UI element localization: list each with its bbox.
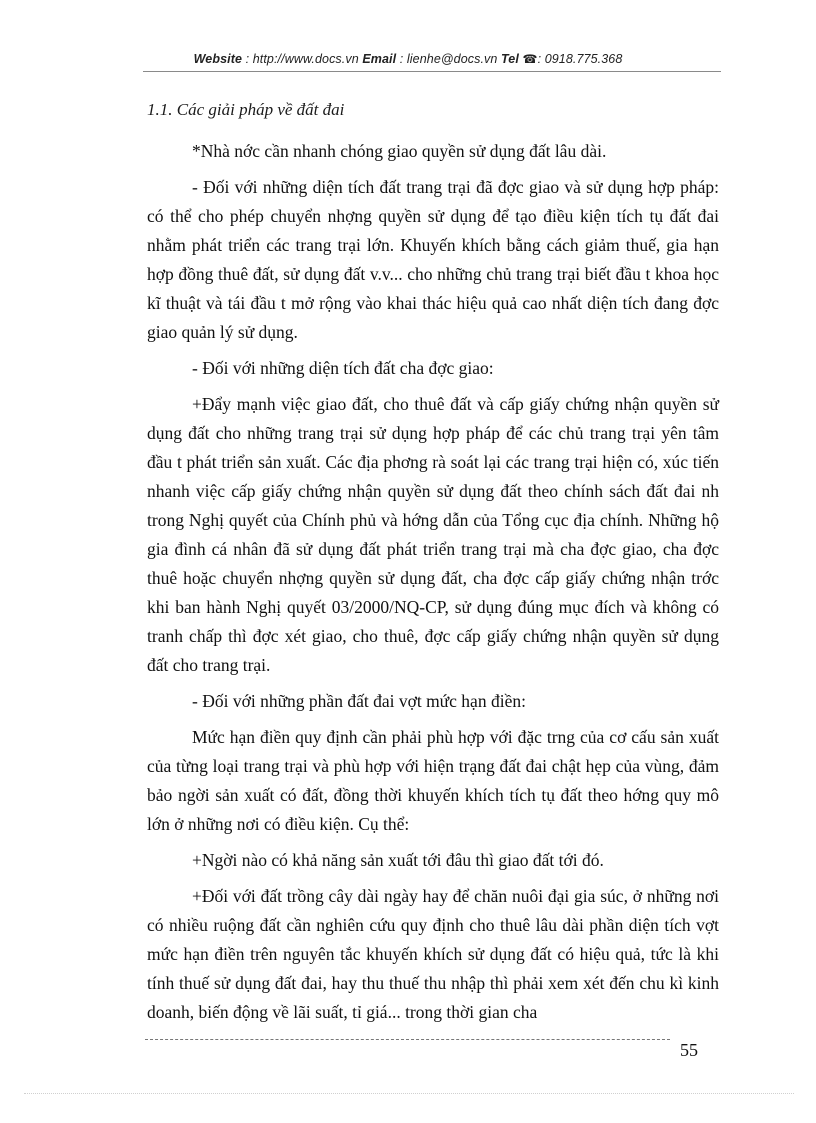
tel-number: : 0918.775.368 <box>537 52 623 66</box>
page-number: 55 <box>680 1040 698 1060</box>
section-title: 1.1. Các giải pháp về đất đai <box>147 100 345 119</box>
email-label: Email <box>362 52 397 66</box>
paragraph: +Ngời nào có khả năng sản xuất tới đâu thì giao đất tới đó. <box>192 850 604 870</box>
paragraph: - Đối với những diện tích đất trang trại đã đợc giao và sử dụng hợp pháp: có thể cho phép chuyển nhợng quyền sử dụng để tạo điều kiện tích tụ đất đai nhằm phát triển các trang trại lớn. Khuyến khích bằng cách giảm thuế, gia hạn hợp đồng thuê đất, sử dụng đất v.v... cho những chủ trang trại biết đầu t khoa học kĩ thuật và tái đầu t mở rộng vào khai thác hiệu quả cao nhất diện tích đang đợc giao quản lý sử dụng. <box>147 177 719 342</box>
paragraph: - Đối với những phần đất đai vợt mức hạn điền: <box>192 691 526 711</box>
document-body <box>147 137 719 1034</box>
website-url: : http://www.docs.vn <box>242 52 363 66</box>
footer-divider <box>145 1039 670 1040</box>
tel-label: Tel <box>501 52 519 66</box>
paragraph: +Đối với đất trồng cây dài ngày hay để chăn nuôi đại gia súc, ở những nơi có nhiều ruộng đất cần nghiên cứu quy định cho thuê lâu dài phần diện tích vợt mức hạn điền trên nguyên tắc khuyến khích sử dụng đất có hiệu quả, tức là khi tính thuế sử dụng đất đai, hay thu thuế thu nhập thì phải xem xét đến chu kì kinh doanh, biến động về lãi suất, tỉ giá... trong thời gian cha <box>147 886 719 1022</box>
email-address: : lienhe@docs.vn <box>396 52 502 66</box>
page-bottom-border <box>24 1093 794 1094</box>
paragraph: - Đối với những diện tích đất cha đợc giao: <box>192 358 494 378</box>
phone-icon: ☎ <box>522 52 538 66</box>
website-label: Website <box>193 52 243 66</box>
paragraph: Mức hạn điền quy định cần phải phù hợp với đặc trng của cơ cấu sản xuất của từng loại trang trại và phù hợp với hiện trạng đất đai chật hẹp của vùng, đảm bảo ngời sản xuất có đất, đồng thời khuyến khích tích tụ đất theo hớng quy mô lớn ở những nơi có điều kiện. Cụ thể: <box>147 727 719 834</box>
header-divider <box>143 71 721 72</box>
paragraph: *Nhà nớc cần nhanh chóng giao quyền sử dụng đất lâu dài. <box>192 141 607 161</box>
page-header <box>0 52 816 66</box>
paragraph: +Đẩy mạnh việc giao đất, cho thuê đất và cấp giấy chứng nhận quyền sử dụng đất cho những trang trại sử dụng hợp pháp để các chủ trang trại yên tâm đầu t phát triển sản xuất. Các địa phơng rà soát lại các trang trại hiện có, xúc tiến nhanh việc cấp giấy chứng nhận quyền sử dụng đất theo chính sách đất đai nh trong Nghị quyết của Chính phủ và hớng dẫn của Tổng cục địa chính. Những hộ gia đình cá nhân đã sử dụng đất phát triển trang trại mà cha đợc giao, cha đợc thuê hoặc chuyển nhợng quyền sử dụng đất, cha đợc cấp giấy chứng nhận trớc khi ban hành Nghị quyết 03/2000/NQ-CP, sử dụng đúng mục đích và không có tranh chấp thì đợc xét giao, cho thuê, đợc cấp giấy chứng nhận quyền sử dụng đất cho trang trại. <box>147 394 719 675</box>
